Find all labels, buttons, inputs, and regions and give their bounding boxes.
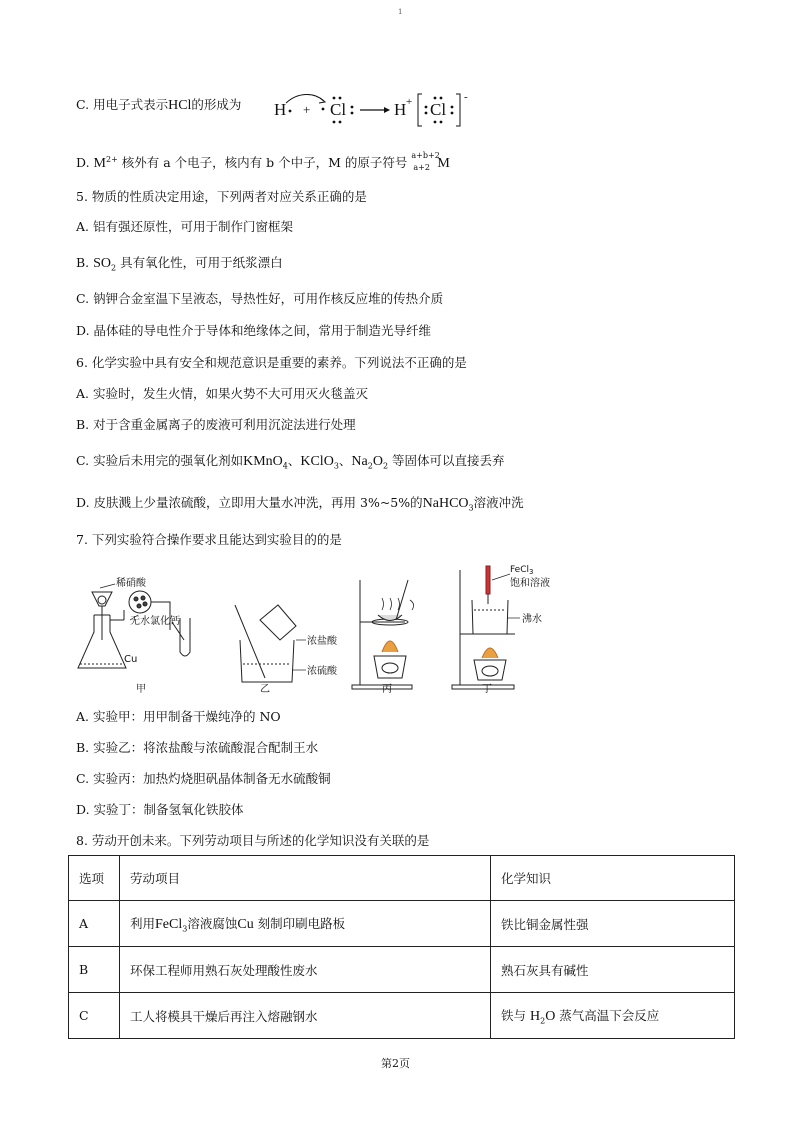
label-yi: 乙 bbox=[260, 684, 270, 695]
q6-option-c bbox=[76, 452, 505, 476]
q6-option-a: A. 实验时，发生火情，如果火势不大可用灭火毯盖灭 bbox=[76, 386, 368, 401]
q6-c-sep1: 、 bbox=[287, 453, 301, 468]
row-c-k-pre: 铁与 bbox=[501, 1007, 530, 1023]
row-a-labor bbox=[120, 901, 491, 947]
q4-option-c bbox=[76, 96, 241, 115]
label-nongyansuan: 浓盐酸 bbox=[307, 636, 337, 647]
q6-stem: 6. 化学实验中具有安全和规范意识是重要的素养。下列说法不正确的是 bbox=[76, 355, 467, 370]
q6-c-kmno4-sub: 4 bbox=[282, 461, 288, 471]
q5-option-d: D. 晶体硅的导电性介于导体和绝缘体之间，常用于制造光导纤维 bbox=[76, 323, 432, 338]
lewis-cl-ion: Cl bbox=[430, 100, 447, 119]
page-footer: 第2页 bbox=[381, 1057, 410, 1070]
row-a-pre: 利用 bbox=[130, 915, 156, 931]
lewis-cl: Cl bbox=[330, 100, 347, 119]
row-a-mid: 溶液腐蚀 bbox=[187, 915, 238, 931]
header-labor: 劳动项目 bbox=[120, 856, 491, 901]
q4-d-atomic: a+2 bbox=[413, 163, 430, 172]
q4-c-label: C. 用电子式表示 bbox=[76, 97, 169, 112]
q6-c-o: O bbox=[372, 454, 383, 469]
lewis-charge-minus: - bbox=[464, 91, 468, 103]
label-feishui: 沸水 bbox=[522, 614, 542, 625]
row-a-post: 刻制印刷电路板 bbox=[253, 915, 346, 931]
q5-b-pre: B. bbox=[76, 255, 94, 270]
label-bing: 丙 bbox=[382, 684, 392, 695]
q4-d-symbol: M bbox=[437, 156, 450, 172]
q7-apparatus-figure bbox=[60, 560, 560, 695]
label-xixiaosuan: 稀硝酸 bbox=[116, 578, 146, 589]
label-cu: Cu bbox=[124, 654, 138, 665]
q6-d-sub: 3 bbox=[468, 503, 474, 513]
q6-c-kclo3: KClO bbox=[300, 454, 334, 469]
q4-d-label: D. bbox=[76, 155, 90, 171]
q5-option-b bbox=[76, 254, 283, 278]
row-c-knowledge bbox=[491, 993, 735, 1039]
q8-table bbox=[68, 855, 735, 1039]
q6-d-formula: NaHCO bbox=[422, 496, 469, 511]
q6-c-o-sub: 2 bbox=[382, 461, 389, 471]
q4-c-tail: 的形成为 bbox=[191, 97, 242, 112]
row-a-cu: Cu bbox=[237, 916, 254, 932]
row-a-knowledge: 铁比铜金属性强 bbox=[491, 901, 735, 947]
q6-d-pre: D. 皮肤溅上少量浓硫酸，立即用大量水冲洗，再用 3%~5%的 bbox=[76, 495, 423, 510]
hcl-lewis-structure bbox=[272, 86, 472, 134]
q6-c-na: Na bbox=[351, 454, 368, 469]
q6-d-post: 溶液冲洗 bbox=[473, 495, 524, 510]
q4-d-text: 核外有 a 个电子，核内有 b 个中子，M 的原子符号 bbox=[121, 155, 408, 171]
header-option: 选项 bbox=[69, 856, 120, 901]
q4-d-ion: M bbox=[93, 156, 106, 172]
q4-d-nuclide bbox=[411, 151, 440, 172]
row-c-h-sub: 2 bbox=[540, 1016, 546, 1026]
q6-c-pre: C. 实验后未用完的强氧化剂如 bbox=[76, 453, 244, 468]
q4-d-mass: a+b+2 bbox=[411, 151, 440, 160]
q5-stem: 5. 物质的性质决定用途，下列两者对应关系正确的是 bbox=[76, 189, 367, 204]
row-a-option: A bbox=[69, 901, 120, 947]
row-b-labor: 环保工程师用熟石灰处理酸性废水 bbox=[120, 947, 491, 993]
q4-d-ion-charge: 2+ bbox=[106, 155, 118, 164]
q4-option-d bbox=[76, 151, 450, 173]
header-knowledge: 化学知识 bbox=[491, 856, 735, 901]
q5-b-formula: SO bbox=[93, 256, 112, 271]
q6-c-kclo3-sub: 3 bbox=[333, 461, 339, 471]
q5-b-sub: 2 bbox=[111, 263, 117, 273]
q5-option-a: A. 铝有强还原性，可用于制作门窗框架 bbox=[76, 219, 293, 234]
q8-stem: 8. 劳动开创未来。下列劳动项目与所述的化学知识没有关联的是 bbox=[76, 833, 430, 848]
label-nongliusuan: 浓硫酸 bbox=[307, 666, 337, 677]
row-c-labor: 工人将模具干燥后再注入熔融钢水 bbox=[120, 993, 491, 1039]
table-row bbox=[69, 901, 735, 947]
lewis-hplus: H bbox=[394, 100, 407, 119]
row-c-h: H bbox=[529, 1008, 541, 1024]
row-c-o: O bbox=[545, 1008, 556, 1024]
label-fecl3: FeCl$_3$ bbox=[510, 565, 534, 576]
q7-stem: 7. 下列实验符合操作要求且能达到实验目的的是 bbox=[76, 532, 342, 547]
label-wushui: 无水氯化钙 bbox=[130, 616, 180, 627]
q4-c-formula: HCl bbox=[168, 98, 192, 113]
row-c-option: C bbox=[69, 993, 120, 1039]
row-b-option: B bbox=[69, 947, 120, 993]
row-a-fecl3: FeCl bbox=[155, 916, 183, 932]
label-baohe: 饱和溶液 bbox=[510, 578, 550, 589]
row-b-knowledge: 熟石灰具有碱性 bbox=[491, 947, 735, 993]
q6-option-d bbox=[76, 494, 524, 518]
q7-option-b: B. 实验乙：将浓盐酸与浓硫酸混合配制王水 bbox=[76, 740, 319, 755]
q6-option-b: B. 对于含重金属离子的废液可利用沉淀法进行处理 bbox=[76, 417, 356, 432]
apparatus-bing bbox=[352, 580, 414, 689]
q5-option-c: C. 钠钾合金室温下呈液态，导热性好，可用作核反应堆的传热介质 bbox=[76, 291, 444, 306]
row-a-fecl3-sub: 3 bbox=[182, 924, 188, 934]
table-row bbox=[69, 947, 735, 993]
q7-option-c: C. 实验丙：加热灼烧胆矾晶体制备无水硫酸铜 bbox=[76, 771, 331, 786]
lewis-charge-plus: + bbox=[406, 96, 413, 108]
apparatus-yi bbox=[235, 605, 306, 682]
q6-c-post: 等固体可以直接丢弃 bbox=[388, 453, 505, 468]
lewis-h: H bbox=[274, 100, 287, 119]
q6-c-kmno4: KMnO bbox=[243, 454, 283, 469]
table-header-row bbox=[69, 856, 735, 901]
table-row bbox=[69, 993, 735, 1039]
label-ding: 丁 bbox=[482, 684, 492, 695]
q7-option-d: D. 实验丁：制备氢氧化铁胶体 bbox=[76, 802, 244, 817]
lewis-plus: + bbox=[303, 102, 311, 117]
q7-option-a: A. 实验甲：用甲制备干燥纯净的 NO bbox=[76, 709, 281, 724]
page-mark: 1 bbox=[398, 8, 403, 16]
q6-c-sep2: 、 bbox=[338, 453, 352, 468]
row-c-k-post: 蒸气高温下会反应 bbox=[555, 1007, 660, 1023]
q6-c-na-sub: 2 bbox=[367, 461, 373, 471]
q5-b-post: 具有氧化性，可用于纸浆漂白 bbox=[116, 255, 283, 270]
label-jia: 甲 bbox=[136, 684, 146, 695]
